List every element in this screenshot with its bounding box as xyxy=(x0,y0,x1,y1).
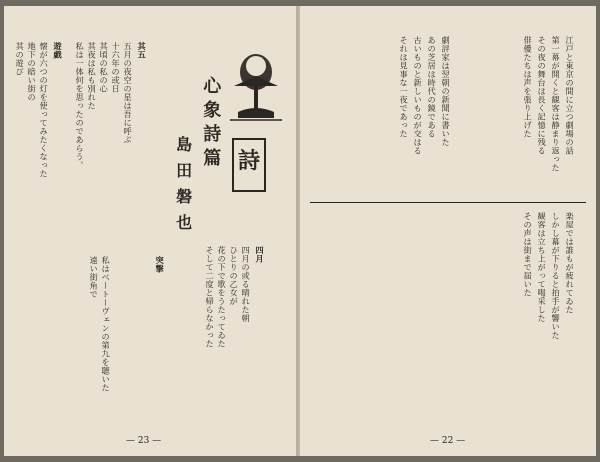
poem-three-heading: 四月 xyxy=(255,246,266,263)
poem-one-heading: 其五 xyxy=(137,42,148,59)
article-column: 楽屋では誰もが疲れてゐた xyxy=(565,212,576,314)
poem-two-line: 懐が六つの灯を使ってみたくなった xyxy=(39,42,50,178)
article-column: しかし幕が下りると拍手が響いた xyxy=(551,212,562,340)
poem-one-line: 五月の夜空の星は吾に呼ぶ xyxy=(123,42,134,144)
page-number: — 22 — xyxy=(430,436,466,446)
poem-one-line: 其頃の私の心 xyxy=(99,42,110,93)
page-number: — 23 — xyxy=(126,436,162,446)
article-column: その夜の舞台は長く記憶に残る xyxy=(537,36,548,155)
poem-two-line: 地下の暗い街の xyxy=(27,42,38,102)
poem-three-line: そして二度と帰らなかった xyxy=(205,246,216,348)
landscape-illustration xyxy=(228,46,284,128)
article-column: 劇評家は翌朝の新聞に書いた xyxy=(441,36,452,147)
poem-one-line: 私は一体何を思ったのであらう。 xyxy=(75,42,86,170)
article-column: あの芝居は時代の鏡である xyxy=(427,36,438,138)
article-column: その声は街まで届いた xyxy=(523,212,534,297)
article-column: 俳優たちは声を張り上げた xyxy=(523,36,534,138)
poem-four-heading: 突撃 xyxy=(155,256,166,273)
poem-three-line: 花の下で歌をうたってゐた xyxy=(217,246,228,348)
article-column: 古いものと新しいものが交はる xyxy=(413,36,424,155)
poem-title: 心象詩篇 xyxy=(200,76,222,172)
poem-three-line: 四月の或る晴れた朝 xyxy=(241,246,252,323)
article-column: 観客は立ち上がって喝采した xyxy=(537,212,548,323)
poem-author: 島田磐也 xyxy=(173,136,193,240)
article-column: それは見事な一夜であった xyxy=(399,36,410,138)
poem-two-heading: 遊戯 xyxy=(53,42,64,59)
poem-three-line: ひとりの乙女が xyxy=(229,246,240,306)
section-label: 詩 xyxy=(237,148,260,174)
poem-four-line: 遠い街角で xyxy=(89,256,100,299)
poem-one-line: 其夜は私も別れた xyxy=(87,42,98,110)
section-divider xyxy=(310,202,586,203)
left-page xyxy=(4,6,297,456)
article-column: 江戸と東京の間に立つ劇場の話 xyxy=(565,36,576,155)
poem-two-line: 其の遊び xyxy=(15,42,26,76)
right-page xyxy=(300,6,596,456)
poem-four-line: 私はベートーヴェンの第九を聴いた xyxy=(101,256,112,392)
section-label-box xyxy=(232,138,266,192)
article-column: 第一幕が開くと観客は静まり返った xyxy=(551,36,562,172)
poem-one-line: 十六年の或日 xyxy=(111,42,122,93)
